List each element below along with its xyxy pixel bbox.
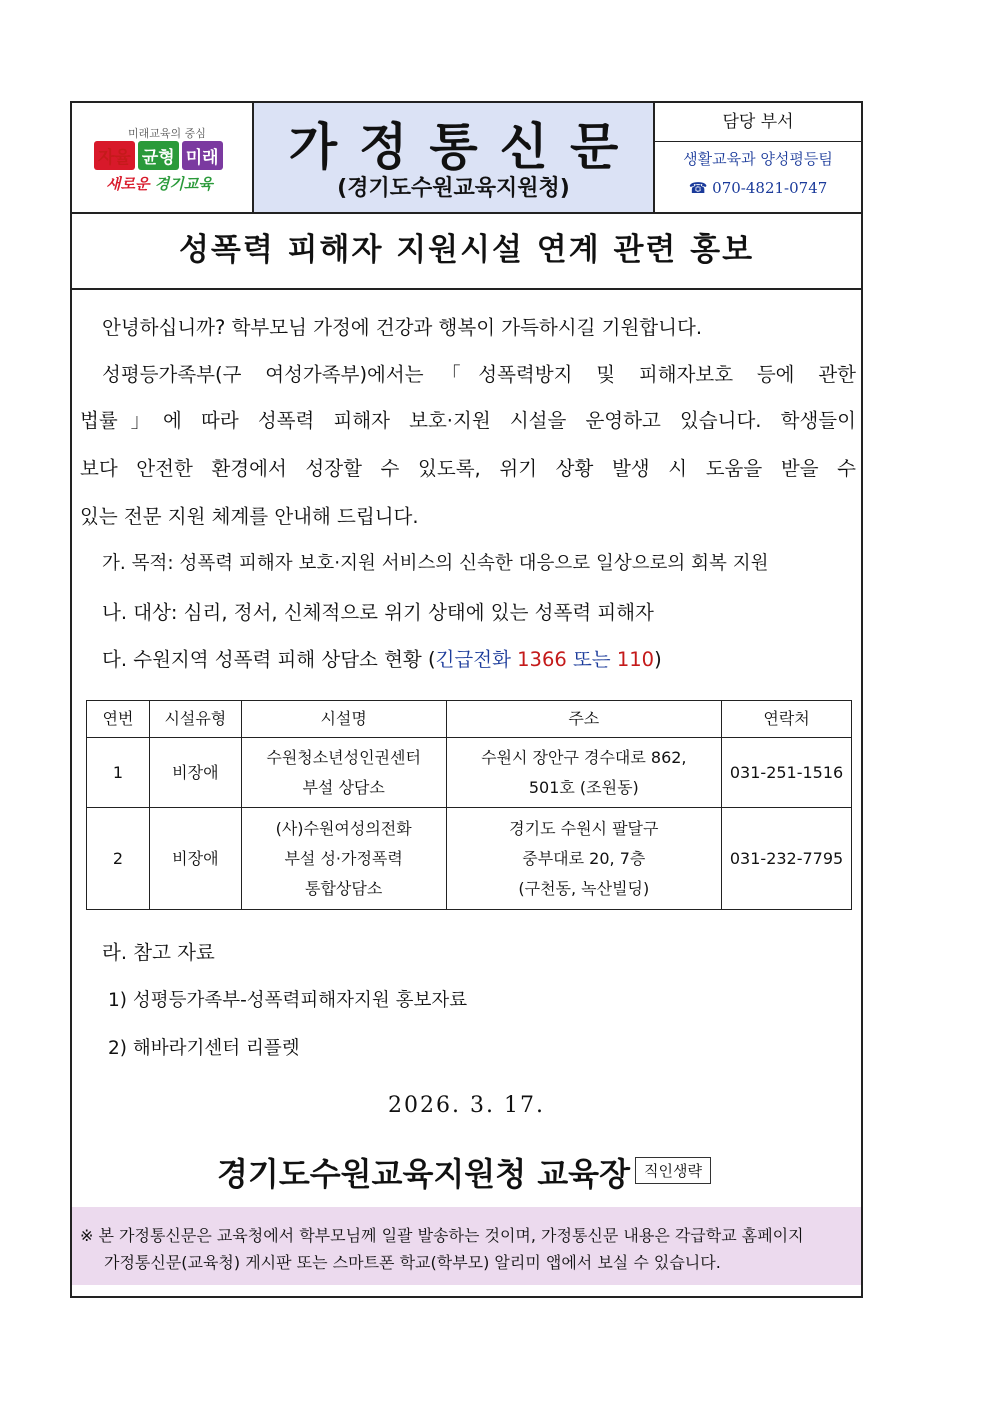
column-header-name: 시설명 bbox=[241, 701, 446, 738]
emergency-or: 또는 bbox=[572, 648, 611, 671]
issuer-name: 경기도수원교육지원청 교육장 bbox=[217, 1155, 630, 1193]
department-label: 담당 부서 bbox=[655, 103, 861, 142]
cell-name-line: 부설 성·가정폭력 bbox=[284, 848, 403, 868]
item-purpose: 가. 목적: 성폭력 피해자 보호·지원 서비스의 신속한 대응으로 일상으로의 회복 지원 bbox=[102, 553, 769, 574]
table-header-row bbox=[87, 701, 852, 738]
item-status-text: 다. 수원지역 성폭력 피해 상담소 현황 ( bbox=[102, 648, 436, 671]
logo-chip-balance: 균형 bbox=[138, 141, 179, 170]
cell-address-line: 501호 (조원동) bbox=[528, 777, 639, 797]
page-title: 가정통신문 bbox=[288, 117, 641, 176]
cell-address-line: (구천동, 녹산빌딩) bbox=[518, 878, 650, 898]
item-target: 나. 대상: 심리, 정서, 신체적으로 위기 상태에 있는 성폭력 피해자 bbox=[102, 601, 654, 624]
table-row bbox=[87, 738, 852, 808]
cell-contact: 031-232-7795 bbox=[722, 808, 852, 910]
cell-type: 비장애 bbox=[149, 738, 241, 808]
cell-name-line: 부설 상담소 bbox=[302, 777, 385, 797]
cell-name-line: 통합상담소 bbox=[305, 878, 383, 898]
issue-date: 2026. 3. 17. bbox=[388, 1093, 545, 1118]
reference-item-2: 2) 해바라기센터 리플렛 bbox=[108, 1038, 300, 1059]
title-cell bbox=[252, 103, 655, 212]
emergency-number-110: 110 bbox=[616, 648, 655, 671]
notice-frame bbox=[70, 101, 863, 1298]
cell-address-line: 경기도 수원시 팔달구 bbox=[509, 818, 659, 838]
paragraph-line-3: 보다 안전한 환경에서 성장할 수 있도록, 위기 상황 발생 시 도움을 받을 수 bbox=[80, 457, 856, 480]
column-header-type: 시설유형 bbox=[149, 701, 241, 738]
cell-address bbox=[446, 808, 722, 910]
department-phone-number: 070-4821-0747 bbox=[712, 179, 828, 197]
footer-note-line-1: ※ 본 가정통신문은 교육청에서 학부모님께 일괄 발송하는 것이며, 가정통신문 내용은 각급학교 홈페이지 bbox=[80, 1226, 804, 1245]
logo-bottom-text bbox=[106, 173, 213, 194]
logo-chips bbox=[94, 141, 223, 170]
cell-name-line: 수원청소년성인권센터 bbox=[266, 747, 421, 767]
cell-name bbox=[241, 738, 446, 808]
subject-heading: 성폭력 피해자 지원시설 연계 관련 홍보 bbox=[72, 212, 861, 290]
department-phone bbox=[655, 179, 861, 197]
header bbox=[72, 103, 861, 214]
cell-contact: 031-251-1516 bbox=[722, 738, 852, 808]
page-subtitle: (경기도수원교육지원청) bbox=[337, 176, 570, 201]
cell-name-line: (사)수원여성의전화 bbox=[275, 818, 412, 838]
footer-note bbox=[72, 1207, 861, 1285]
footer-note-line-2: 가정통신문(교육청) 게시판 또는 스마트폰 학교(학부모) 알리미 앱에서 보실 수 있습니다. bbox=[104, 1253, 721, 1272]
logo-chip-future: 미래 bbox=[182, 141, 223, 170]
cell-address bbox=[446, 738, 722, 808]
cell-type: 비장애 bbox=[149, 808, 241, 910]
cell-no: 1 bbox=[87, 738, 150, 808]
gyeonggi-education-logo bbox=[72, 103, 252, 212]
facility-table bbox=[86, 700, 852, 910]
item-status-close: ) bbox=[654, 648, 662, 671]
department-name: 생활교육과 양성평등팀 bbox=[683, 150, 833, 168]
emergency-call-label: 긴급전화 bbox=[435, 648, 511, 671]
paragraph-line-2: 법률」에 따라 성폭력 피해자 보호·지원 시설을 운영하고 있습니다. 학생들이 bbox=[80, 409, 856, 432]
department-cell bbox=[655, 103, 861, 212]
reference-item-1: 1) 성평등가족부-성폭력피해자지원 홍보자료 bbox=[108, 990, 468, 1011]
logo-chip-autonomy: 자율 bbox=[94, 141, 135, 170]
emergency-number-1366: 1366 bbox=[517, 648, 567, 671]
paragraph-line-4: 있는 전문 지원 체계를 안내해 드립니다. bbox=[80, 505, 419, 528]
cell-address-line: 수원시 장안구 경수대로 862, bbox=[481, 747, 687, 767]
cell-address-line: 중부대로 20, 7층 bbox=[522, 848, 646, 868]
references-title: 라. 참고 자료 bbox=[102, 941, 215, 964]
phone-icon: ☎ bbox=[688, 179, 708, 197]
logo-bottom-edu: 경기교육 bbox=[154, 175, 213, 193]
table-row bbox=[87, 808, 852, 910]
greeting: 안녕하십니까? 학부모님 가정에 건강과 행복이 가득하시길 기원합니다. bbox=[102, 316, 703, 339]
column-header-address: 주소 bbox=[446, 701, 722, 738]
item-status bbox=[102, 644, 878, 672]
cell-no: 2 bbox=[87, 808, 150, 910]
logo-tagline: 미래교육의 중심 bbox=[128, 127, 206, 140]
seal-omitted-stamp: 직인생략 bbox=[635, 1157, 711, 1184]
paragraph-line-1: 성평등가족부(구 여성가족부)에서는「성폭력방지 및 피해자보호 등에 관한 bbox=[102, 363, 856, 386]
column-header-no: 연번 bbox=[87, 701, 150, 738]
column-header-contact: 연락처 bbox=[722, 701, 852, 738]
logo-bottom-new: 새로운 bbox=[106, 175, 150, 193]
cell-name bbox=[241, 808, 446, 910]
